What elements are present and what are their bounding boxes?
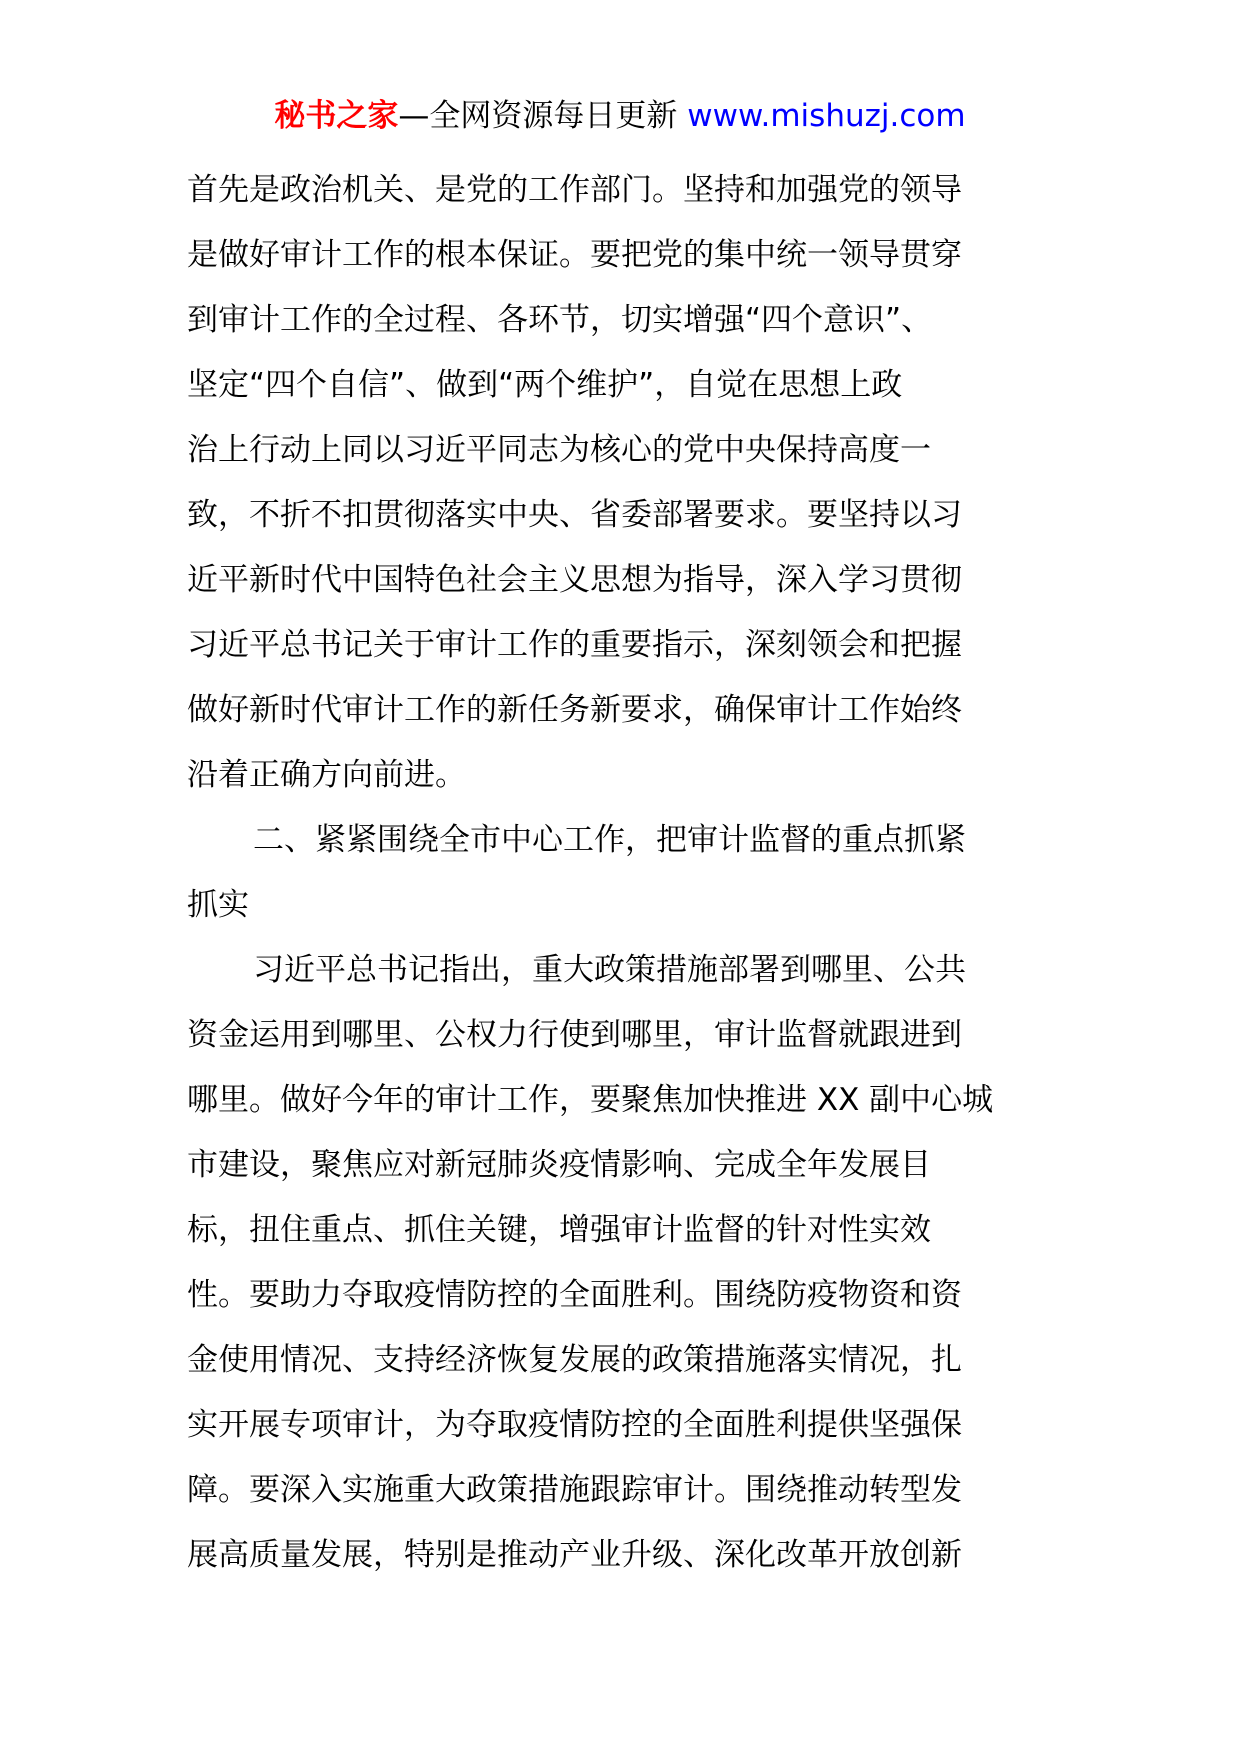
text-line: 首先是政治机关、是党的工作部门。坚持和加强党的领导 [187, 172, 962, 208]
section-heading-line: 二、紧紧围绕全市中心工作，把审计监督的重点抓紧 [253, 822, 966, 858]
text-line: 标，扭住重点、抓住关键，增强审计监督的针对性实效 [187, 1212, 931, 1248]
brand-name: 秘书之家 [274, 98, 399, 134]
text-line: 障。要深入实施重大政策措施跟踪审计。围绕推动转型发 [187, 1472, 962, 1508]
text-line: 市建设，聚焦应对新冠肺炎疫情影响、完成全年发展目 [187, 1147, 931, 1183]
text-line: 习近平总书记关于审计工作的重要指示，深刻领会和把握 [187, 627, 962, 663]
text-line: 到审计工作的全过程、各环节，切实增强“四个意识”、 [187, 302, 933, 338]
text-line: 做好新时代审计工作的新任务新要求，确保审计工作始终 [187, 692, 962, 728]
text-line: 实开展专项审计，为夺取疫情防控的全面胜利提供坚强保 [187, 1407, 962, 1443]
text-line: 近平新时代中国特色社会主义思想为指导，深入学习贯彻 [187, 562, 962, 598]
section-heading-line: 抓实 [187, 887, 249, 923]
text-line: 展高质量发展，特别是推动产业升级、深化改革开放创新 [187, 1537, 962, 1573]
text-line: 致，不折不扣贯彻落实中央、省委部署要求。要坚持以习 [187, 497, 962, 533]
page-header [0, 96, 1240, 136]
text-line: 是做好审计工作的根本保证。要把党的集中统一领导贯穿 [187, 237, 962, 273]
text-line: 治上行动上同以习近平同志为核心的党中央保持高度一 [187, 432, 931, 468]
text-line: 性。要助力夺取疫情防控的全面胜利。围绕防疫物资和资 [187, 1277, 962, 1313]
text-line: 习近平总书记指出，重大政策措施部署到哪里、公共 [253, 952, 966, 988]
text-line: 坚定“四个自信”、做到“两个维护”，自觉在思想上政 [187, 367, 903, 403]
text-line: 资金运用到哪里、公权力行使到哪里，审计监督就跟进到 [187, 1017, 962, 1053]
header-tagline: —全网资源每日更新 [398, 98, 688, 134]
document-body [187, 158, 1057, 1588]
text-line: 金使用情况、支持经济恢复发展的政策措施落实情况，扎 [187, 1342, 962, 1378]
text-line: 沿着正确方向前进。 [187, 757, 466, 793]
site-url-link[interactable]: www.mishuzj.com [687, 98, 966, 134]
text-line: 哪里。做好今年的审计工作，要聚焦加快推进 XX 副中心城 [187, 1082, 994, 1118]
